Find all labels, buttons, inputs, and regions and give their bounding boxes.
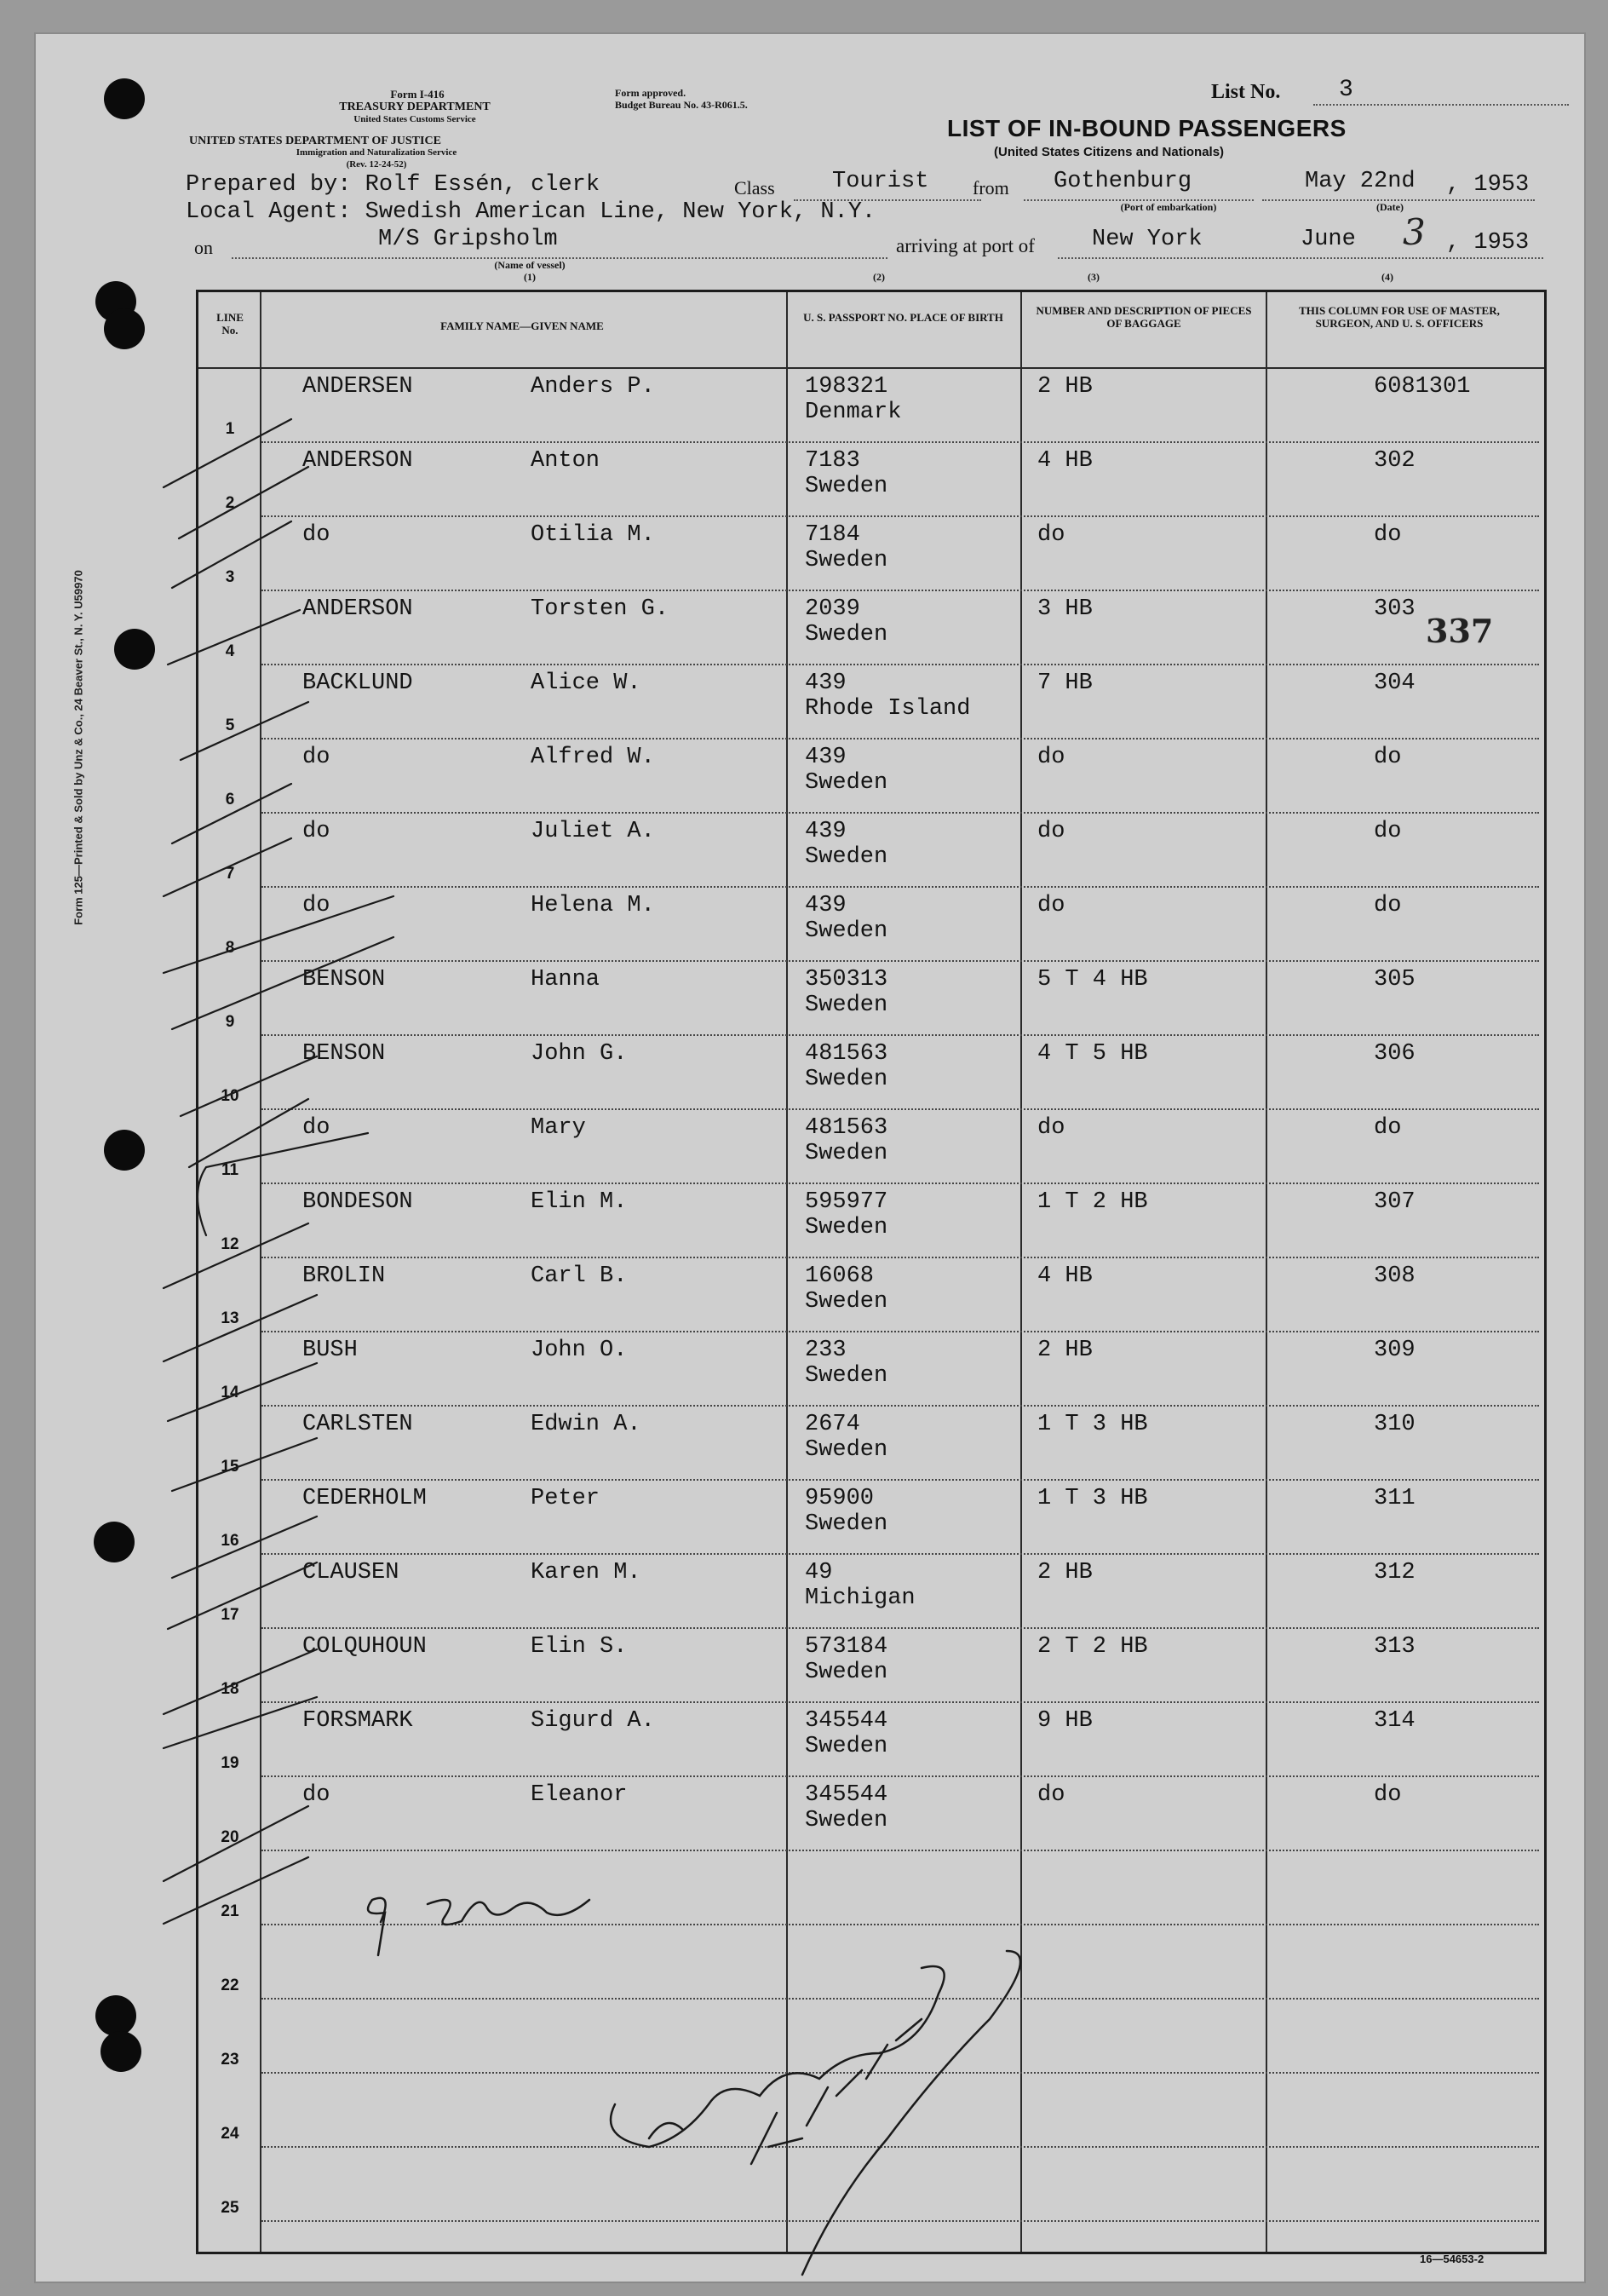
line-number: 14 [221, 1384, 239, 1401]
line-number: 12 [221, 1235, 239, 1253]
punch-hole [94, 1522, 135, 1562]
baggage: 2 T 2 HB [1037, 1634, 1148, 1660]
officer-use: 310 [1374, 1412, 1416, 1437]
place-of-birth: Sweden [805, 1363, 888, 1389]
row-divider [261, 1924, 1539, 1925]
line-number: 6 [225, 791, 235, 808]
baggage: do [1037, 1115, 1065, 1141]
line-number: 20 [221, 1828, 239, 1846]
officer-use: 312 [1374, 1560, 1416, 1585]
place-of-birth: Sweden [805, 993, 888, 1018]
baggage: do [1037, 819, 1065, 844]
punch-hole [104, 78, 145, 119]
baggage: 1 T 2 HB [1037, 1189, 1148, 1215]
line-number: 21 [221, 1902, 239, 1920]
caption-1: (1) [524, 271, 536, 283]
officer-use: 306 [1374, 1041, 1416, 1067]
family-name: BENSON [302, 1041, 386, 1067]
family-name: CARLSTEN [302, 1412, 413, 1437]
officer-use: 304 [1374, 670, 1416, 696]
officer-use: 307 [1374, 1189, 1416, 1215]
passport-number: 49 [805, 1560, 833, 1585]
place-of-birth: Sweden [805, 1808, 888, 1833]
passport-number: 345544 [805, 1782, 888, 1808]
family-name: BACKLUND [302, 670, 413, 696]
given-name: Anton [531, 448, 600, 474]
row-divider [261, 960, 1539, 962]
line-number: 24 [221, 2125, 239, 2143]
row-divider [261, 2220, 1539, 2222]
line-number: 1 [225, 420, 235, 438]
row-divider [261, 590, 1539, 591]
arrival-port: New York [1092, 227, 1203, 252]
line-number: 25 [221, 2199, 239, 2217]
line-number: 15 [221, 1458, 239, 1476]
family-name: do [302, 1115, 330, 1141]
row-divider [261, 1627, 1539, 1629]
row-divider [261, 1701, 1539, 1703]
family-name: CEDERHOLM [302, 1486, 427, 1511]
family-name: do [302, 893, 330, 918]
row-divider [261, 1850, 1539, 1851]
place-of-birth: Rhode Island [805, 696, 971, 722]
row-divider [261, 1257, 1539, 1258]
place-of-birth: Sweden [805, 1067, 888, 1092]
passport-number: 439 [805, 670, 847, 696]
passport-number: 595977 [805, 1189, 888, 1215]
row-divider [261, 2072, 1539, 2074]
class-value: Tourist [832, 169, 929, 194]
family-name: ANDERSEN [302, 374, 413, 400]
line-number: 10 [221, 1087, 239, 1105]
line-number: 3 [225, 568, 235, 586]
justice-dept: UNITED STATES DEPARTMENT OF JUSTICE [189, 135, 441, 147]
col-header-line-no: LINE No. [216, 311, 244, 337]
list-subtitle: (United States Citizens and Nationals) [994, 145, 1225, 159]
baggage: 7 HB [1037, 670, 1093, 696]
passport-number: 350313 [805, 967, 888, 993]
passport-number: 439 [805, 745, 847, 770]
family-name: ANDERSON [302, 448, 413, 474]
class-label: Class [734, 177, 775, 199]
place-of-birth: Michigan [805, 1585, 916, 1611]
line-number: 8 [225, 939, 235, 957]
officer-use: 313 [1374, 1634, 1416, 1660]
officer-use: do [1374, 893, 1402, 918]
row-divider [261, 1183, 1539, 1184]
punch-hole [114, 629, 155, 670]
passport-number: 16068 [805, 1263, 875, 1289]
place-of-birth: Sweden [805, 1141, 888, 1166]
given-name: John G. [531, 1041, 628, 1067]
caption-4: (4) [1381, 271, 1393, 283]
dept-name: TREASURY DEPARTMENT [339, 101, 491, 113]
line-number: 5 [225, 716, 235, 734]
given-name: Alfred W. [531, 745, 655, 770]
form-approved: Form approved. [615, 87, 686, 99]
place-of-birth: Sweden [805, 770, 888, 796]
punch-hole [104, 1130, 145, 1171]
punch-hole [104, 308, 145, 349]
revision-date: (Rev. 12-24-52) [346, 159, 407, 170]
passport-number: 345544 [805, 1708, 888, 1734]
officer-use: do [1374, 745, 1402, 770]
on-label: on [194, 237, 213, 258]
caption-3: (3) [1088, 271, 1100, 283]
row-divider [261, 1108, 1539, 1110]
given-name: Otilia M. [531, 522, 655, 548]
row-divider [261, 664, 1539, 665]
vessel-name: M/S Gripsholm [378, 227, 558, 252]
manifest-page [34, 32, 1586, 2283]
place-of-birth: Denmark [805, 400, 902, 425]
vessel-caption: (Name of vessel) [494, 259, 566, 271]
passport-number: 439 [805, 893, 847, 918]
baggage: do [1037, 1782, 1065, 1808]
embarkation-date: May 22nd [1305, 169, 1416, 194]
family-name: do [302, 819, 330, 844]
passport-number: 439 [805, 819, 847, 844]
officer-use: 314 [1374, 1708, 1416, 1734]
baggage: 4 HB [1037, 448, 1093, 474]
place-of-birth: Sweden [805, 622, 888, 647]
place-of-birth: Sweden [805, 1734, 888, 1759]
baggage: 4 HB [1037, 1263, 1093, 1289]
passport-number: 95900 [805, 1486, 875, 1511]
col-header-officers: THIS COLUMN FOR USE OF MASTER, SURGEON, AND U. S. OFFICERS [1299, 304, 1500, 330]
place-of-birth: Sweden [805, 1437, 888, 1463]
baggage: 1 T 3 HB [1037, 1412, 1148, 1437]
line-number: 4 [225, 642, 235, 660]
from-label: from [973, 177, 1009, 199]
passport-number: 233 [805, 1338, 847, 1363]
given-name: Torsten G. [531, 596, 669, 622]
baggage: 2 HB [1037, 1560, 1093, 1585]
line-number: 13 [221, 1309, 239, 1327]
officer-use: do [1374, 1782, 1402, 1808]
line-number: 23 [221, 2051, 239, 2069]
baggage: 1 T 3 HB [1037, 1486, 1148, 1511]
row-divider [261, 886, 1539, 888]
place-of-birth: Sweden [805, 844, 888, 870]
row-divider [261, 515, 1539, 517]
given-name: Elin M. [531, 1189, 628, 1215]
baggage: 4 T 5 HB [1037, 1041, 1148, 1067]
line-number: 19 [221, 1754, 239, 1772]
col-header-baggage: NUMBER AND DESCRIPTION OF PIECES OF BAGGAGE [1036, 304, 1252, 330]
given-name: Karen M. [531, 1560, 641, 1585]
line-number: 11 [221, 1161, 239, 1179]
row-divider [261, 1775, 1539, 1777]
family-name: do [302, 745, 330, 770]
list-no-value: 3 [1339, 77, 1353, 103]
printer-side-text: Form 125—Printed & Sold by Unz & Co., 24 Beaver St., N. Y. U59970 [72, 570, 85, 925]
punch-hole [100, 2031, 141, 2072]
arrival-day: 3 [1403, 211, 1426, 253]
stamp-number: 337 [1426, 612, 1494, 650]
given-name: Elin S. [531, 1634, 628, 1660]
given-name: Hanna [531, 967, 600, 993]
local-agent: Local Agent: Swedish American Line, New York, N.Y. [186, 199, 876, 225]
family-name: BUSH [302, 1338, 358, 1363]
col-header-passport: U. S. PASSPORT NO. PLACE OF BIRTH [803, 311, 1003, 324]
line-number: 18 [221, 1680, 239, 1698]
place-of-birth: Sweden [805, 1215, 888, 1240]
row-divider [261, 812, 1539, 814]
arrival-month: June [1301, 227, 1356, 252]
arrival-year: , 1953 [1446, 230, 1530, 256]
passport-number: 7184 [805, 522, 860, 548]
punch-hole [95, 1995, 136, 2036]
row-divider [261, 1553, 1539, 1555]
passport-number: 198321 [805, 374, 888, 400]
port-of-embarkation-caption: (Port of embarkation) [1120, 201, 1217, 213]
line-number: 2 [225, 494, 235, 512]
arriving-label: arriving at port of [896, 235, 1035, 256]
officer-use: do [1374, 1115, 1402, 1141]
row-divider [261, 1479, 1539, 1481]
passport-number: 2039 [805, 596, 860, 622]
form-number: Form I-416 [390, 88, 445, 101]
row-divider [261, 1034, 1539, 1036]
row-divider [261, 2146, 1539, 2148]
place-of-birth: Sweden [805, 474, 888, 499]
officer-use: 308 [1374, 1263, 1416, 1289]
baggage: do [1037, 745, 1065, 770]
embarkation-port: Gothenburg [1054, 169, 1192, 194]
customs-service: United States Customs Service [353, 114, 476, 124]
passport-number: 481563 [805, 1115, 888, 1141]
officer-use: 6081301 [1374, 374, 1471, 400]
place-of-birth: Sweden [805, 1289, 888, 1315]
baggage: 5 T 4 HB [1037, 967, 1148, 993]
list-no-label: List No. [1211, 81, 1281, 103]
given-name: Peter [531, 1486, 600, 1511]
row-divider [261, 1998, 1539, 2000]
family-name: BROLIN [302, 1263, 386, 1289]
place-of-birth: Sweden [805, 548, 888, 573]
baggage: 2 HB [1037, 374, 1093, 400]
date-caption: (Date) [1376, 201, 1404, 213]
passport-number: 573184 [805, 1634, 888, 1660]
officer-use: 309 [1374, 1338, 1416, 1363]
passport-number: 2674 [805, 1412, 860, 1437]
family-name: ANDERSON [302, 596, 413, 622]
line-number: 17 [221, 1606, 239, 1624]
line-number: 22 [221, 1977, 239, 1994]
given-name: Juliet A. [531, 819, 655, 844]
footer-code: 16—54653-2 [1420, 2253, 1485, 2265]
family-name: COLQUHOUN [302, 1634, 427, 1660]
prepared-by: Prepared by: Rolf Essén, clerk [186, 172, 600, 198]
col-header-name: FAMILY NAME—GIVEN NAME [440, 319, 604, 332]
place-of-birth: Sweden [805, 918, 888, 944]
baggage: do [1037, 893, 1065, 918]
family-name: CLAUSEN [302, 1560, 399, 1585]
baggage: 3 HB [1037, 596, 1093, 622]
place-of-birth: Sweden [805, 1511, 888, 1537]
budget-bureau: Budget Bureau No. 43-R061.5. [615, 99, 748, 111]
line-number: 9 [225, 1013, 235, 1031]
given-name: Helena M. [531, 893, 655, 918]
row-divider [261, 441, 1539, 443]
given-name: Alice W. [531, 670, 641, 696]
given-name: Carl B. [531, 1263, 628, 1289]
passport-number: 7183 [805, 448, 860, 474]
given-name: Sigurd A. [531, 1708, 655, 1734]
given-name: Mary [531, 1115, 586, 1141]
given-name: Edwin A. [531, 1412, 641, 1437]
baggage: 2 HB [1037, 1338, 1093, 1363]
baggage: do [1037, 522, 1065, 548]
row-divider [261, 1331, 1539, 1332]
family-name: BONDESON [302, 1189, 413, 1215]
passport-number: 481563 [805, 1041, 888, 1067]
place-of-birth: Sweden [805, 1660, 888, 1685]
family-name: FORSMARK [302, 1708, 413, 1734]
row-divider [261, 738, 1539, 739]
officer-use: 311 [1374, 1486, 1416, 1511]
given-name: Anders P. [531, 374, 655, 400]
baggage: 9 HB [1037, 1708, 1093, 1734]
embarkation-year: , 1953 [1446, 172, 1530, 198]
caption-2: (2) [873, 271, 885, 283]
line-number: 16 [221, 1532, 239, 1550]
row-divider [261, 1405, 1539, 1407]
given-name: Eleanor [531, 1782, 628, 1808]
family-name: BENSON [302, 967, 386, 993]
officer-use: do [1374, 819, 1402, 844]
officer-use: do [1374, 522, 1402, 548]
officer-use: 303 [1374, 596, 1416, 622]
officer-use: 302 [1374, 448, 1416, 474]
family-name: do [302, 522, 330, 548]
ins-service: Immigration and Naturalization Service [296, 147, 457, 158]
family-name: do [302, 1782, 330, 1808]
given-name: John O. [531, 1338, 628, 1363]
line-number: 7 [225, 865, 235, 883]
passenger-table [196, 290, 1547, 2254]
officer-use: 305 [1374, 967, 1416, 993]
list-title: LIST OF IN-BOUND PASSENGERS [947, 115, 1347, 141]
